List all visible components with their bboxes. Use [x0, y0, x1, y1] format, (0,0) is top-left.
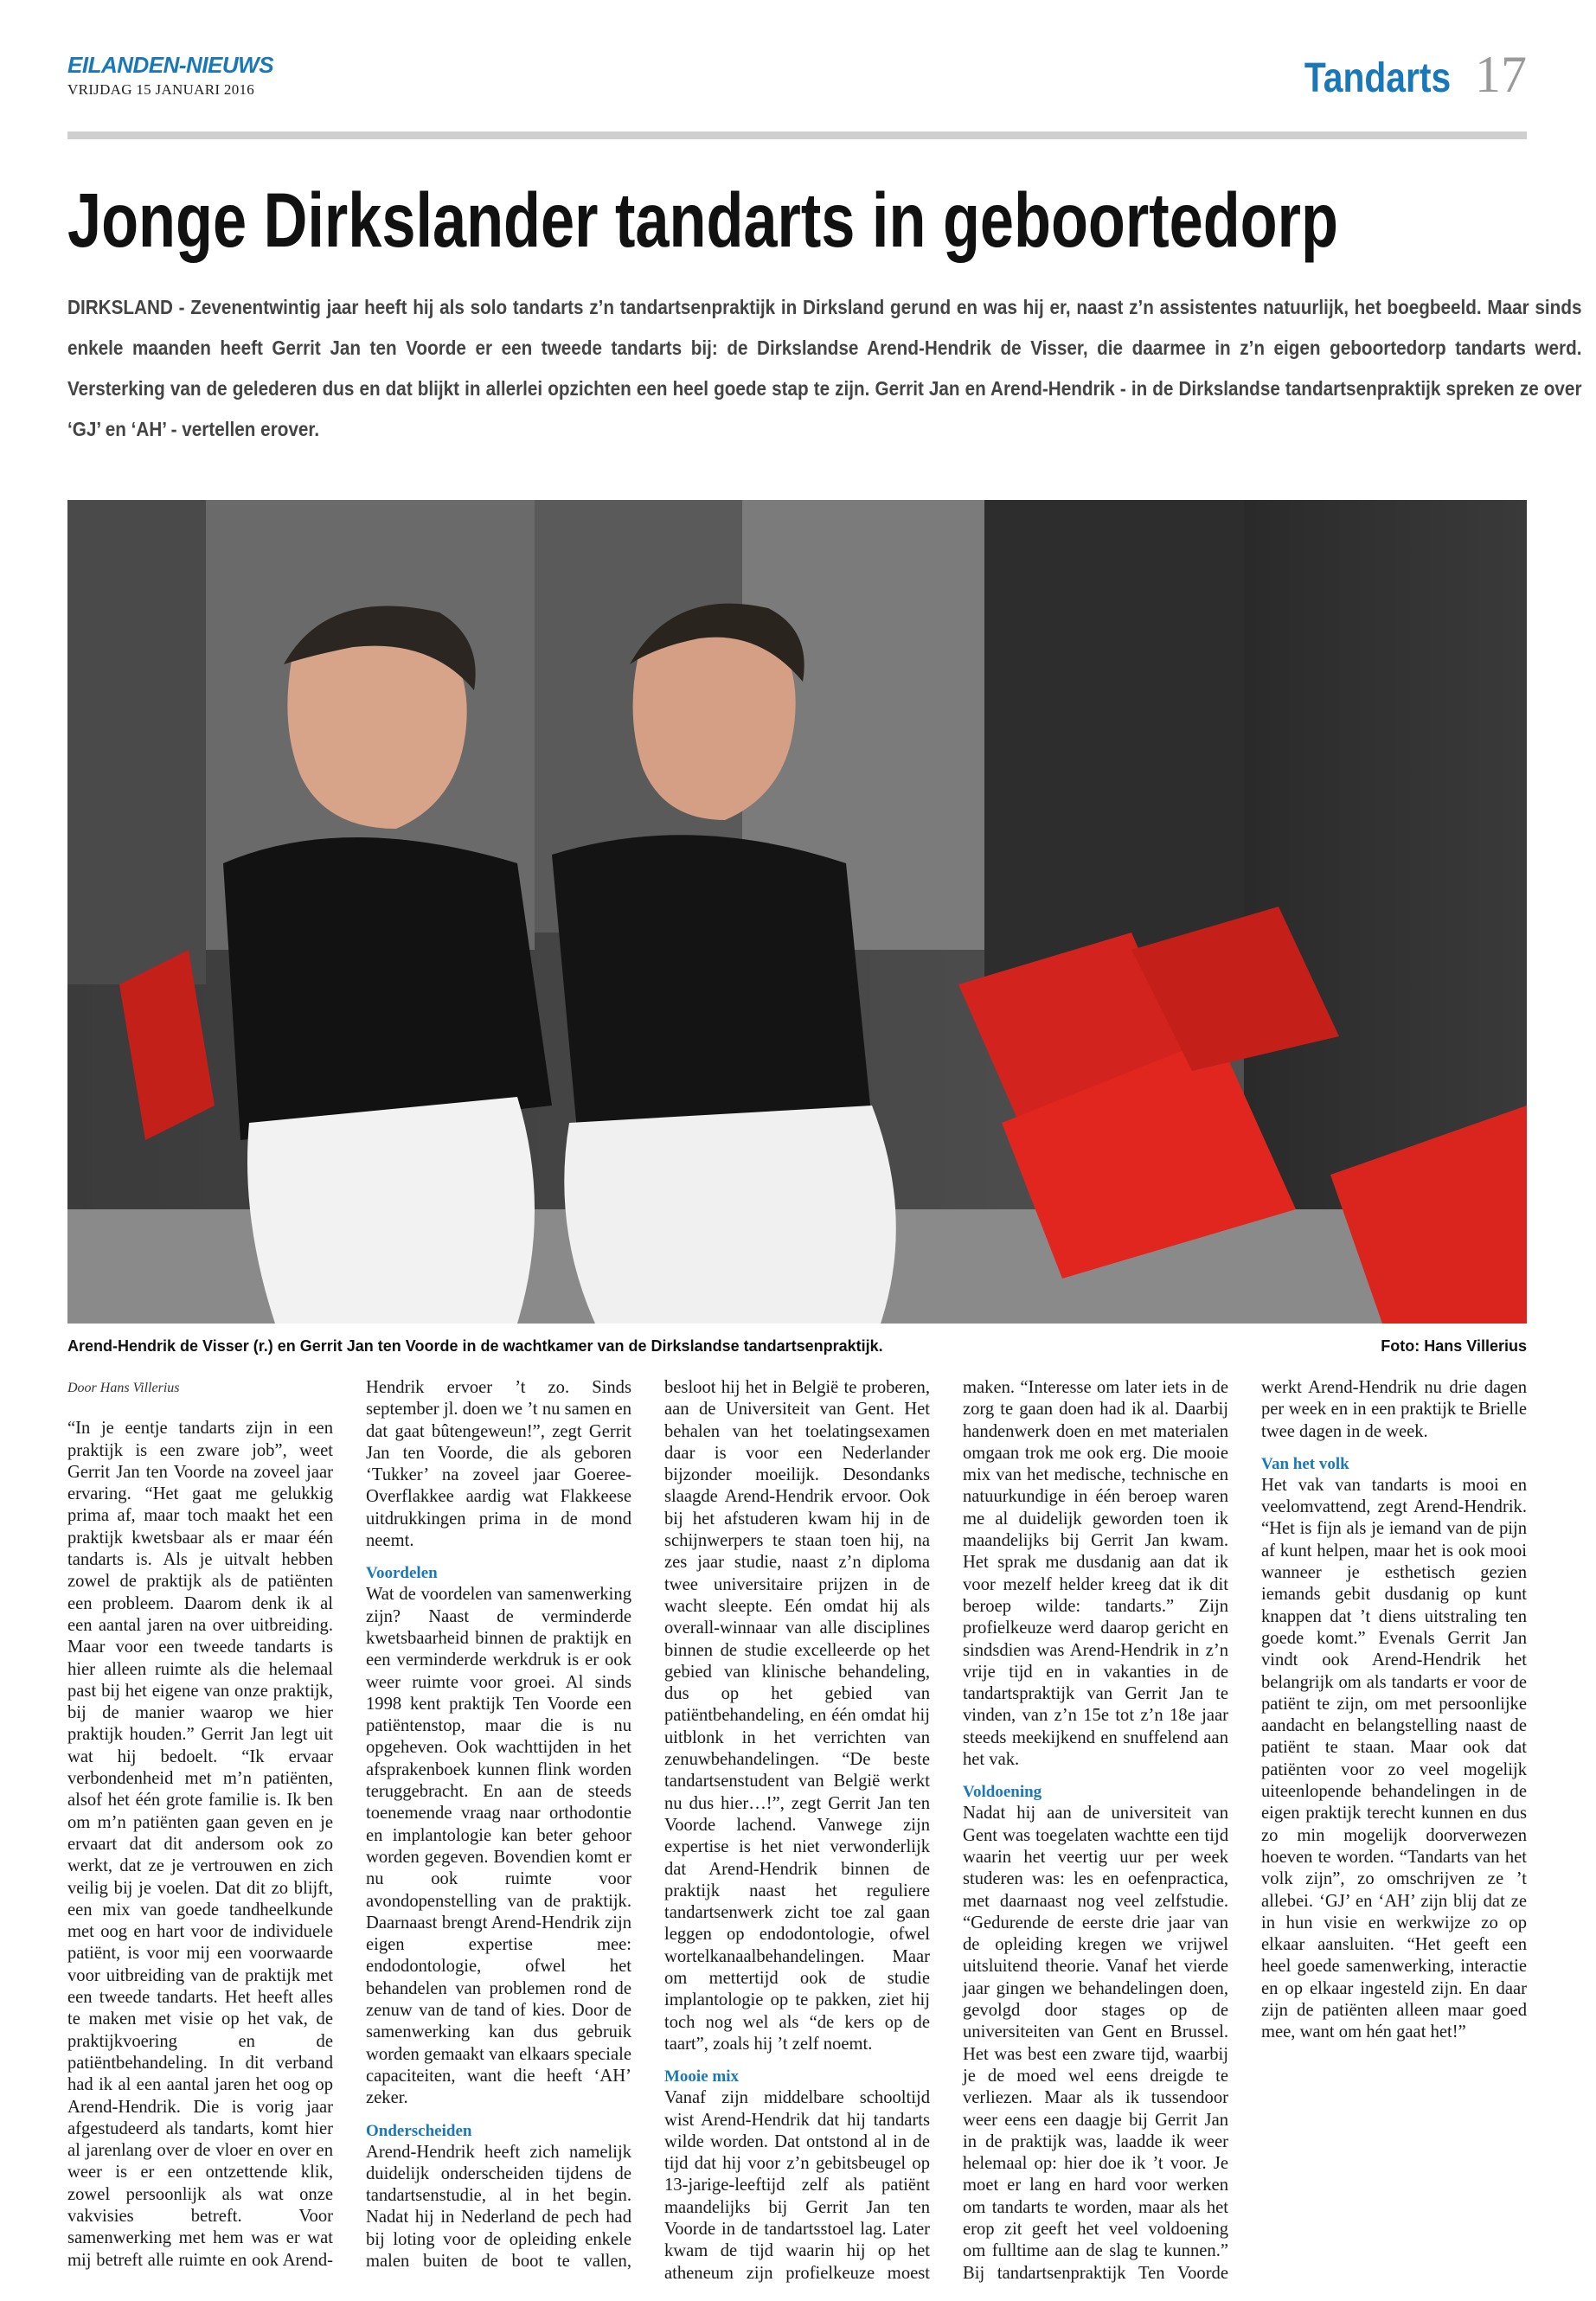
body-paragraph: Nadat hij aan de universiteit van Gent was toegelaten wachtte een tijd waarin het veertig uur per week studeren was: les en oefenpractica, met daarnaast nog veel zelfstudie. “Gedurende de eerste drie jaar van de opleiding kregen we vrijwel uitsluitend theorie. Vanaf het vierde jaar gingen we behandelingen doen, gevolgd door stages op de universiteiten van Gent en Brussel. Het was best een zware tijd, waarbij je de moed wel eens dreigde te verliezen. Maar als ik tussendoor weer eens een daagje bij Gerrit Jan in de praktijk was, laadde ik weer helemaal op: hier doe ik ’t voor. Je moet er lang en hard voor werken om tandarts te worden, maar als het erop zit geeft het veel voldoening om fulltime aan de slag te kunnen.” Bij tandartsenpraktijk Ten Voorde werkt Arend-Hendrik nu drie dagen per week en in een praktijk te Brielle twee dagen in de week. — [963, 1378, 1527, 2283]
section-header — [1279, 45, 1527, 105]
header-rule — [67, 131, 1527, 139]
body-paragraph: Vanaf zijn middelbare schooltijd wist Arend-Hendrik dat hij tandarts wilde worden. Dat ontstond al in de tijd dat hij voor z’n gebitsbeugel op 13-jarige-leeftijd zelf als patiënt maandelijks bij Gerrit Jan ten Voorde in de tandartsstoel lag. Later kwam de tijd waarin hij op het atheneum zijn profielkeuze moest maken. “Interesse om later iets in de zorg te gaan doen had ik al. Daarbij handenwerk doen en met materialen omgaan trok me ook erg. Die mooie mix van het medische, technische en natuurkundige in één beroep waren me al duidelijk geworden toen ik maandelijks bij Gerrit Jan kwam. Het sprak me dusdanig aan dat ik voor mezelf helder kreeg dat ik dit beroep wilde: tandarts.” Zijn profielkeuze werd daarop gericht en sindsdien was Arend-Hendrik in z’n vrije tijd en in vakanties in de tandartspraktijk van Gerrit Jan te vinden, van z’n 15e tot z’n 18e jaar steeds meekijkend en snuffelend aan het vak. — [664, 1378, 1228, 2283]
page-number: 17 — [1475, 46, 1527, 103]
body-paragraph: Het vak van tandarts is mooi en veelomvattend, zegt Arend-Hendrik. “Het is fijn als je iemand van de pijn af kunt helpen, maar het is ook mooi wanneer je esthetisch gezien iemands gebit dusdanig op kunt knappen dat ’t diens uitstraling ten goede komt.” Evenals Gerrit Jan vindt ook Arend-Hendrik het belangrijk om als tandarts er voor de patiënt te zijn, om met persoonlijke aandacht en belangstelling naast de patiënt te staan. Maar ook dat patiënten voor zo veel mogelijk uiteenlopende behandelingen in de eigen praktijk terecht kunnen en dus zo min mogelijk doorverwezen hoeven te worden. “Tandarts van het volk zijn”, zo omschrijven ze ’t allebei. ‘GJ’ en ‘AH’ zijn blij dat ze in hun visie en werkwijze zo op elkaar aansluiten. “Het geeft een heel goede samenwerking, interactie en op elkaar ingesteld zijn. En daar zijn de patiënten alleen maar goed mee, want om hén gaat het!” — [1261, 1475, 1527, 2042]
article-photo — [67, 500, 1527, 1324]
subheading-van-het-volk: Van het volk — [1261, 1454, 1349, 1473]
subheading-mooie-mix: Mooie mix — [664, 2067, 740, 2086]
article-lead: DIRKSLAND - Zevenentwintig jaar heeft hij als solo tandarts z’n tandartsenpraktijk in Dirksland gerund en was hij er, naast z’n assistentes natuurlijk, het boegbeeld. Maar sinds enkele maanden heeft Gerrit Jan ten Voorde er een tweede tandarts bij: de Dirkslandse Arend-Hendrik de Visser, die daarmee in z’n eigen geboortedorp tandarts werd. Versterking van de gelederen dus en dat blijkt in allerlei opzichten een heel goede stap te zijn. Gerrit Jan en Arend-Hendrik - in de Dirkslandse tandartsenpraktijk spreken ze over ‘GJ’ en ‘AH’ - vertellen erover. — [67, 296, 1582, 440]
subheading-voordelen: Voordelen — [366, 1564, 438, 1583]
subheading-voldoening: Voldoening — [963, 1783, 1042, 1802]
byline: Door Hans Villerius — [67, 1381, 180, 1395]
photo-caption: Arend-Hendrik de Visser (r.) en Gerrit Jan ten Voorde in de wachtkamer van de Dirkslandse tandartsenpraktijk. — [67, 1337, 883, 1355]
masthead — [67, 54, 273, 99]
photo-illustration — [67, 500, 1527, 1324]
newspaper-logo: EILANDEN-NIEUWS — [67, 52, 274, 78]
subheading-onderscheiden: Onderscheiden — [366, 2121, 472, 2140]
photo-caption-bar — [67, 1337, 1527, 1356]
body-paragraph: Arend-Hendrik heeft zich namelijk duidelijk onderscheiden tijdens de tandartsenstudie, al in het begin. Nadat hij in Nederland de pech had bij loting voor de opleiding enkele malen buiten de boot te vallen, besloot hij het in België te proberen, aan de Universiteit van Gent. Het behalen van het toelatingsexamen daar is voor een Nederlander bijzonder moeilijk. Desondanks slaagde Arend-Hendrik ervoor. Ook bij het afstuderen kwam hij in de schijnwerpers te staan toen hij, na zes jaar studie, naast z’n diploma twee universitaire prijzen in de wacht sleepte. Eén omdat hij als overall-winnaar van alle disciplines binnen de studie excelleerde op het gebied van klinische behandeling, dus op het gebied van patiëntbehandeling, en één omdat hij uitblonk in het verrichten van zenuwbehandelingen. “De beste tandartsenstudent van België werkt nu dus hier…!”, zegt Gerrit Jan ten Voorde lachend. Vanwege zijn expertise is het niet verwonderlijk dat Arend-Hendrik binnen de praktijk naast het reguliere tandartsenwerk zicht toe zal gaan leggen op endodontologie, ofwel wortelkanaalbehandelingen. Maar om mettertijd ook de studie implantologie op te pakken, ziet hij toch nog wel als “de kers op de taart”, zoals hij ’t zelf noemt. — [366, 1378, 930, 2271]
article-body — [67, 1377, 1527, 2285]
photo-credit: Foto: Hans Villerius — [1381, 1337, 1527, 1355]
body-paragraph: Wat de voordelen van samenwerking zijn? Naast de verminderde kwetsbaarheid binnen de praktijk en een verminderde werkdruk is er ook weer ruimte voor groei. Al sinds 1998 kent praktijk Ten Voorde een patiëntenstop, maar die is nu opgeheven. Ook wachttijden in het afsprakenboek kunnen flink worden teruggebracht. En aan de steeds toenemende vraag naar orthodontie en implantologie kan beter gehoor worden gegeven. Bovendien komt er nu ook ruimte voor avondopenstelling van de praktijk. Daarnaast brengt Arend-Hendrik zijn eigen expertise mee: endodontologie, ofwel het behandelen van problemen rond de zenuw van de tand of kies. Door de samenwerking kan dus gebruik worden gemaakt van elkaars speciale capaciteiten, want die heeft ‘AH’ zeker. — [366, 1585, 631, 2108]
article-headline: Jonge Dirkslander tandarts in geboortedorp — [67, 176, 1338, 263]
body-paragraph: “In je eentje tandarts zijn in een praktijk is een zware job”, weet Gerrit Jan ten Voorde na zoveel jaar ervaring. “Het gaat me gelukkig prima af, maar toch maakt het een praktijk kwetsbaar als er maar één tandarts is. Als je uitvalt hebben zowel de praktijk als de patiënten een probleem. Daarom denk ik al een aantal jaren na over uitbreiding. Maar voor een tweede tandarts is hier alleen ruimte als die helemaal past bij het eigene van onze praktijk, bij de manier waarop we hier praktijk houden.” Gerrit Jan legt uit wat hij bedoelt. “Ik ervaar verbondenheid met m’n patiënten, alsof het één grote familie is. Ik ben om m’n patiënten gaan geven en je ervaart dat dit andersom ook zo werkt, dat ze je vertrouwen en zich veilig bij je voelen. Dat dit zo blijft, een mix van goede tandheelkunde met oog en hart voor de individuele patiënt, is voor mij een voorwaarde voor uitbreiding van de praktijk met een tweede tandarts. Het heeft alles te maken met visie op het vak, de praktijkvoering en de patiëntbehandeling. In dit verband had ik al een aantal jaren het oog op Arend-Hendrik. Die is vorig jaar afgestudeerd als tandarts, komt hier al jarenlang over de vloer en over en weer is er een ontzettende klik, zowel persoonlijk als wat onze vakvisies betreft. Voor samenwerking met hem was er wat mij betreft alle ruimte en ook Arend-Hendrik ervoer ’t zo. Sinds september jl. doen we ’t nu samen en dat gaat bûtengeweun!”, zegt Gerrit Jan ten Voorde, die als geboren ‘Tukker’ na zoveel jaar Goeree-Overflakkee aardig wat Flakkeese uitdrukkingen prima in de mond neemt. — [67, 1378, 631, 2270]
issue-date: VRIJDAG 15 JANUARI 2016 — [67, 81, 255, 98]
section-name: Tandarts — [1304, 55, 1451, 101]
